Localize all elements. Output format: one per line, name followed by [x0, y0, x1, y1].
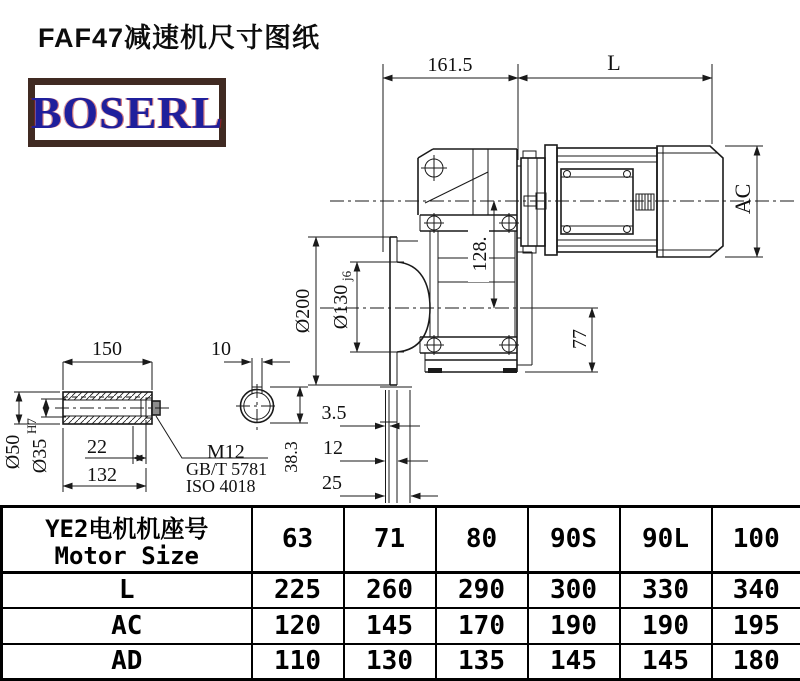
boserl-logo-text: BOSERL — [30, 86, 224, 138]
dim-iso-standard: ISO 4018 — [186, 476, 256, 496]
motor-adapter — [517, 151, 546, 253]
table-cell: 190 — [528, 608, 620, 644]
dim-gb-standard: GB/T 5781 — [186, 459, 268, 479]
dimension-lines — [19, 78, 757, 496]
table-cell: 145 — [620, 644, 712, 680]
dim-3-5: 3.5 — [321, 402, 347, 424]
table-row-L — [2, 572, 800, 608]
table-header-row — [2, 507, 800, 573]
table-cell: 190 — [620, 608, 712, 644]
dim-M12: M12 — [207, 441, 245, 463]
table-cell: 195 — [712, 608, 800, 644]
terminal-block — [636, 194, 654, 210]
col-90s: 90S — [528, 507, 620, 573]
svg-text:Ø35: Ø35 — [29, 438, 51, 474]
dim-22: 22 — [87, 436, 107, 458]
row-label-L: L — [2, 572, 252, 608]
col-80: 80 — [436, 507, 528, 573]
table-cell: 145 — [344, 608, 436, 644]
table-cell: 225 — [252, 572, 344, 608]
dim-161-5: 161.5 — [427, 54, 473, 76]
table-cell: 120 — [252, 608, 344, 644]
dim-132: 132 — [87, 464, 117, 486]
dim-35 — [24, 418, 51, 474]
table-row-AC — [2, 608, 800, 644]
col-63: 63 — [252, 507, 344, 573]
svg-text:H7: H7 — [24, 418, 39, 434]
dim-38-3: 38.3 — [281, 441, 301, 473]
table-cell: 260 — [344, 572, 436, 608]
table-cell: 180 — [712, 644, 800, 680]
table-cell: 170 — [436, 608, 528, 644]
dim-L: L — [607, 50, 621, 75]
table-cell: 340 — [712, 572, 800, 608]
table-cell: 290 — [436, 572, 528, 608]
dim-10: 10 — [211, 338, 231, 360]
dim-200: Ø200 — [292, 288, 314, 334]
dim-150: 150 — [92, 338, 122, 360]
table-cell: 300 — [528, 572, 620, 608]
row-label-AC: AC — [2, 608, 252, 644]
dimension-labels — [2, 50, 755, 496]
dim-77: 77 — [569, 329, 591, 349]
table-cell: 130 — [344, 644, 436, 680]
extension-lines — [14, 64, 763, 503]
gearbox-housing — [397, 149, 532, 373]
dim-12: 12 — [323, 437, 343, 459]
svg-text:Ø130: Ø130 — [330, 284, 352, 330]
dim-130 — [330, 270, 354, 329]
output-flange — [380, 237, 430, 422]
col-71: 71 — [344, 507, 436, 573]
row-label-AD: AD — [2, 644, 252, 680]
col-90l: 90L — [620, 507, 712, 573]
dim-128: 128. — [469, 236, 491, 272]
dim-AC: AC — [730, 183, 755, 215]
table-row-AD — [2, 644, 800, 680]
table-cell: 110 — [252, 644, 344, 680]
page-title: FAF47减速机尺寸图纸 — [38, 23, 321, 53]
table-cell: 145 — [528, 644, 620, 680]
table-cell: 135 — [436, 644, 528, 680]
motor-size-table — [0, 505, 800, 681]
table-cell: 330 — [620, 572, 712, 608]
dim-25: 25 — [322, 472, 342, 494]
dim-50: Ø50 — [2, 434, 24, 470]
header-motor-size: YE2电机机座号 Motor Size — [2, 507, 252, 573]
svg-text:j6: j6 — [339, 270, 354, 281]
centerlines — [55, 201, 795, 430]
col-100: 100 — [712, 507, 800, 573]
